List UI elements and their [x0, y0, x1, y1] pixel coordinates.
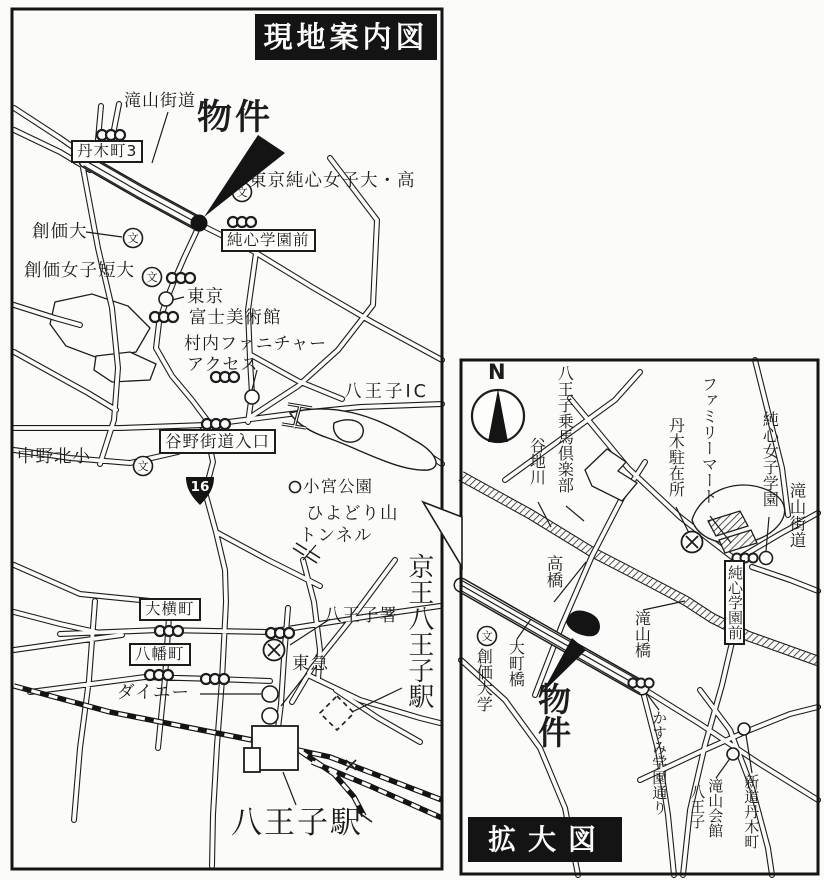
police-box-icon	[682, 532, 703, 553]
label-soka-university: 創価大	[32, 222, 88, 242]
label-hachioji-police: 八王子署	[324, 606, 398, 626]
label-takiyama-kaido-inset: 滝山街道	[786, 482, 806, 548]
main-map-title: 現地案内図	[255, 14, 437, 60]
takiyama-kaikan-circle	[727, 748, 739, 760]
boxed-label-tangimachi3: 丹木町3	[71, 140, 143, 163]
label-takiyama-kaikan-line2: 滝山会館	[706, 778, 725, 838]
traffic-light-icon	[228, 217, 256, 227]
school-mark-text: 文	[137, 459, 149, 473]
label-takiyama-kaido: 滝山街道	[124, 91, 196, 111]
boxed-label-oyokocho: 大横町	[139, 598, 201, 621]
label-murauchi-line1: 村内ファニチャー	[184, 334, 328, 354]
traffic-light-icon	[155, 626, 183, 636]
label-hachioji-ic: 八王子IC	[344, 382, 429, 402]
daiei-store-circle	[262, 686, 278, 702]
school-mark-text: 文	[146, 270, 158, 284]
label-takiyama-kaikan-line1: 八王子	[688, 784, 707, 829]
boxed-label-yano-kaido-entrance: 谷野街道入口	[159, 429, 276, 454]
traffic-light-icon	[150, 312, 178, 322]
traffic-light-icon	[201, 674, 229, 684]
school-mark-text: 文	[127, 231, 139, 245]
label-daiei: ダイエー	[117, 683, 190, 703]
label-junshin-university: 東京純心女子大・高	[249, 171, 416, 191]
compass-icon	[472, 389, 524, 442]
traffic-light-icon	[97, 130, 125, 140]
label-hachioji-station: 八王子駅	[231, 805, 363, 841]
label-kasumi-gakuen-dori: かすみ学園通り	[650, 710, 669, 815]
label-riding-club: 八王子乗馬倶楽部	[555, 365, 575, 493]
boxed-label-yahatacho: 八幡町	[129, 643, 191, 666]
shindo-tangimachi-circle	[738, 723, 750, 735]
interchange-hachioji-ic	[290, 409, 436, 470]
tokyu-store-circle	[262, 708, 278, 724]
label-omachi-bridge: 大町橋	[506, 639, 526, 687]
label-takahashi-bridge: 高橋	[543, 555, 563, 588]
label-takiyama-bridge: 滝山橋	[632, 610, 652, 658]
hachioji-station-building	[244, 726, 298, 772]
boxed-label-junshin-gakuenmae: 純心学園前	[221, 229, 316, 252]
label-soka-womens-college: 創価女子短大	[24, 261, 135, 281]
label-family-mart: ファミリーマート	[699, 376, 719, 504]
police-station-icon	[264, 640, 285, 661]
label-nakano-kita-elementary: 中野北小	[17, 447, 91, 467]
label-property-inset: 物件	[532, 682, 572, 748]
traffic-light-icon	[266, 628, 294, 638]
boxed-label-junshin-gakuenmae-inset: 純心学園前	[724, 560, 745, 645]
main-map-lakes	[50, 294, 156, 382]
label-property-main: 物件	[197, 98, 274, 138]
traffic-light-icon	[628, 679, 653, 688]
label-hiyodori-line2: トンネル	[299, 526, 373, 546]
junction-circle	[760, 552, 773, 565]
label-junshin-joshi-gakuen: 純心女子学園	[760, 411, 780, 507]
label-fuji-museum-line1: 東京	[187, 287, 224, 307]
school-mark-text: 文	[236, 185, 248, 199]
property-blob	[566, 610, 600, 636]
inset-map-title: 拡大図	[468, 817, 622, 862]
traffic-light-icon	[202, 419, 230, 429]
label-keio-hachioji-station: 京王八王子駅	[403, 553, 434, 709]
traffic-light-icon	[145, 670, 173, 680]
komiya-park-circle	[290, 482, 301, 493]
label-shindo-tangimachi: 新道丹木町	[742, 774, 761, 849]
label-fuji-museum-line2: 富士美術館	[189, 308, 282, 328]
traffic-light-icon	[167, 273, 195, 283]
school-mark-text: 文	[481, 629, 493, 643]
label-murauchi-line2: アクセス	[187, 355, 259, 375]
property-dot	[191, 215, 208, 232]
label-soka-university-inset: 創価大学	[474, 648, 494, 712]
main-map-roads	[14, 104, 442, 866]
compass-north-letter: N	[488, 360, 507, 384]
label-yaji-river: 谷地川	[527, 437, 547, 485]
label-komiya-park: 小宮公園	[303, 477, 373, 496]
label-tokyu: 東急	[292, 654, 329, 674]
route-16-number: 16	[190, 479, 210, 495]
label-hiyodori-line1: ひよどり山	[306, 504, 399, 524]
label-tangi-police-box: 丹木駐在所	[666, 417, 686, 497]
